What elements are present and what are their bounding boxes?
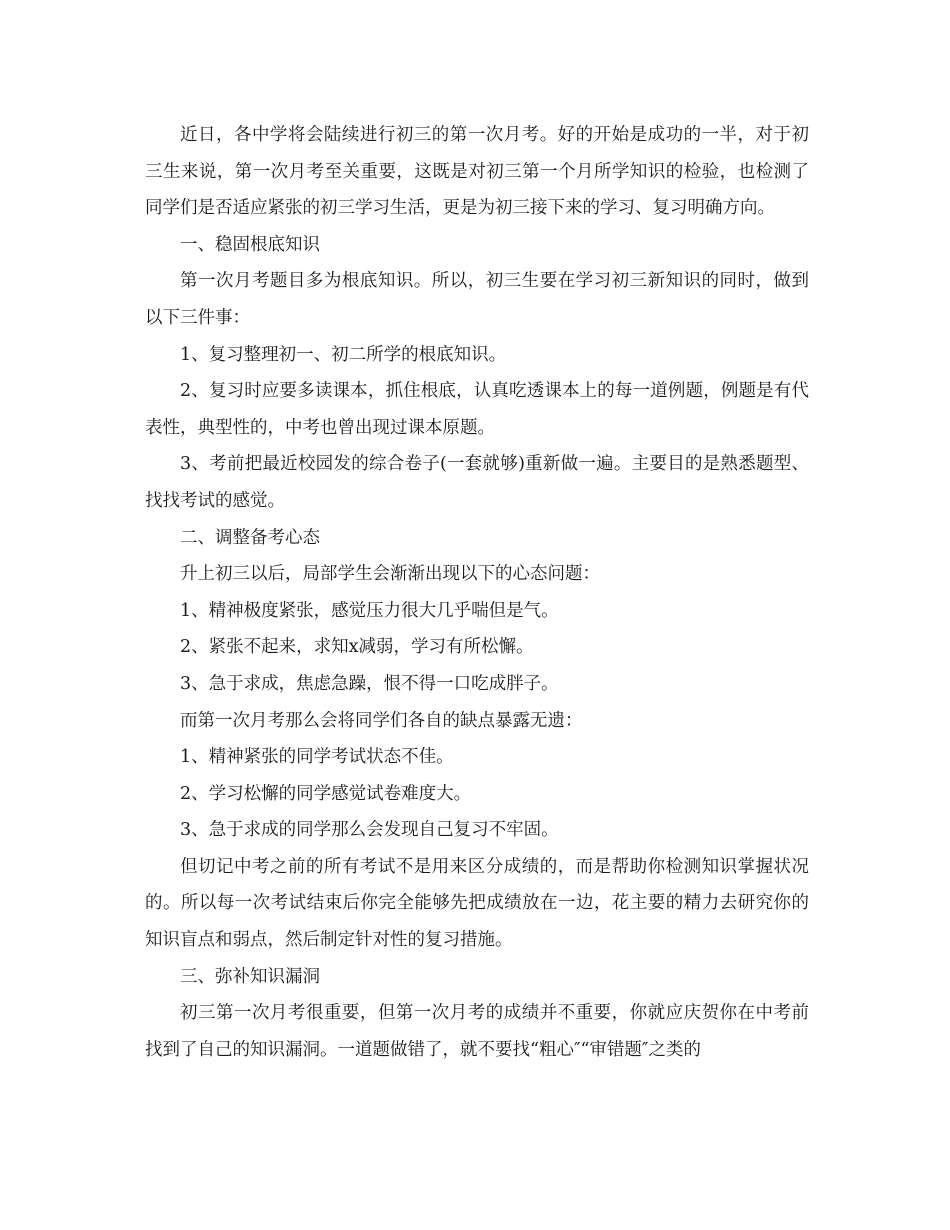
list-item: 3、考前把最近校园发的综合卷子(一套就够)重新做一遍。主要目的是熟悉题型、找找考试的感觉。 — [145, 454, 809, 511]
document-body — [145, 117, 809, 1068]
list-item: 3、急于求成的同学那么会发现自己复习不牢固。 — [180, 820, 559, 841]
list-item: 2、复习时应要多读课本，抓住根底，认真吃透课本上的每一道例题，例题是有代表性，典型性的，中考也曾出现过课本原题。 — [145, 381, 809, 438]
section-heading-2: 二、调整备考心态 — [180, 527, 320, 548]
list-item: 1、精神紧张的同学考试状态不佳。 — [180, 747, 454, 768]
intro-paragraph: 近日，各中学将会陆续进行初三的第一次月考。好的开始是成功的一半，对于初三生来说，第一次月考至关重要，这既是对初三第一个月所学知识的检验，也检测了同学们是否适应紧张的初三学习生活，更是为初三接下来的学习、复习明确方向。 — [145, 125, 809, 219]
paragraph: 但切记中考之前的所有考试不是用来区分成绩的，而是帮助你检测知识掌握状况的。所以每一次考试结束后你完全能够先把成绩放在一边，花主要的精力去研究你的知识盲点和弱点，然后制定针对性的复习措施。 — [145, 856, 809, 951]
paragraph: 而第一次月考那么会将同学们各自的缺点暴露无遗： — [180, 710, 583, 731]
list-item: 3、急于求成，焦虑急躁，恨不得一口吃成胖子。 — [180, 673, 559, 694]
section-heading-3: 三、弥补知识漏洞 — [180, 966, 320, 987]
list-item: 1、复习整理初一、初二所学的根底知识。 — [180, 344, 507, 365]
list-item: 2、紧张不起来，求知x减弱，学习有所松懈。 — [180, 637, 534, 658]
paragraph: 初三第一次月考很重要，但第一次月考的成绩并不重要，你就应庆贺你在中考前找到了自己的知识漏洞。一道题做错了，就不要找“粗心″“审错题″之类的 — [145, 1003, 809, 1060]
paragraph: 第一次月考题目多为根底知识。所以，初三生要在学习初三新知识的同时，做到以下三件事： — [145, 271, 809, 328]
list-item: 1、精神极度紧张，感觉压力很大几乎喘但是气。 — [180, 600, 559, 621]
section-heading-1: 一、稳固根底知识 — [180, 234, 320, 255]
list-item: 2、学习松懈的同学感觉试卷难度大。 — [180, 783, 472, 804]
paragraph: 升上初三以后，局部学生会渐渐出现以下的心态问题： — [180, 564, 600, 585]
